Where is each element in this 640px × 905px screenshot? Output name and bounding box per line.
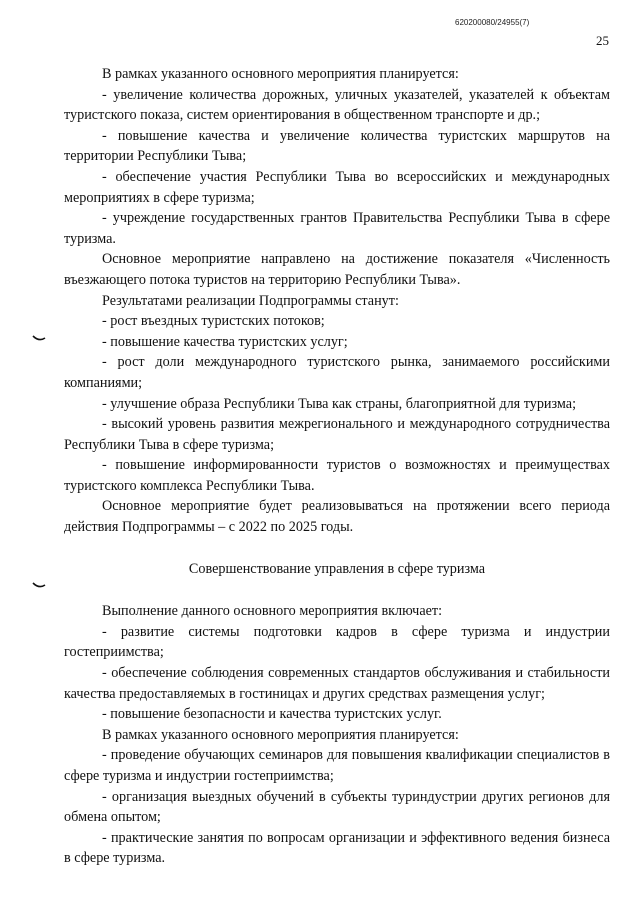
paragraph: - повышение качества туристских услуг; [102,333,348,350]
section-heading: Совершенствование управления в сфере туризма [188,560,486,577]
document-id: 620200080/24955(7) [455,18,530,27]
paragraph: - проведение обучающих семинаров для повышения квалификации специалистов в сфере туризма и индустрии гостеприимства; [64,747,610,784]
paragraph: Выполнение данного основного мероприятия включает: [102,603,443,620]
paragraph: - организация выездных обучений в субъекты туриндустрии других регионов для обмена опытом; [64,788,610,826]
binding-hole-mark-upper [32,335,46,342]
paragraph: Основное мероприятие будет реализовываться на протяжении всего периода действия Подпрограммы – с 2022 по 2025 годы. [64,498,610,536]
paragraph: - улучшение образа Республики Тыва как страны, благоприятной для туризма; [102,395,577,412]
paragraph: В рамках указанного основного мероприятия планируется: [102,66,459,82]
paragraph: - повышение качества и увеличение количества туристских маршрутов на территории Республики Тыва; [64,127,610,165]
paragraph: - обеспечение соблюдения современных стандартов обслуживания и стабильности качества предоставляемых в гостиницах и других средствах размещения услуг; [64,665,610,702]
paragraph: - рост доли международного туристского рынка, занимаемого российскими компаниями; [64,354,610,391]
paragraph: Результатами реализации Подпрограммы станут: [102,292,399,309]
paragraph: Основное мероприятие направлено на достижение показателя «Численность въезжающего потока туристов на территорию Республики Тыва». [64,251,610,288]
paragraph: - учреждение государственных грантов Правительства Республики Тыва в сфере туризма. [64,210,610,247]
paragraph: - высокий уровень развития межрегионального и международного сотрудничества Республики Тыва в сфере туризма; [64,416,610,453]
paragraph: - рост въездных туристских потоков; [102,313,325,330]
paragraph: - развитие системы подготовки кадров в сфере туризма и индустрии гостеприимства; [64,623,610,661]
paragraph: - увеличение количества дорожных, уличных указателей, указателей к объектам туристского показа, систем ориентирования в общественном транспорте и др.; [64,86,610,124]
document-body [64,64,610,869]
binding-hole-mark-lower [32,582,46,589]
page-number: 25 [596,33,609,48]
paragraph: - обеспечение участия Республики Тыва во всероссийских и международных мероприятиях в сфере туризма; [64,168,610,206]
paragraph: - повышение безопасности и качества туристских услуг. [102,706,442,723]
paragraph: - повышение информированности туристов о возможностях и преимуществах туристского комплекса Республики Тыва. [64,457,610,494]
paragraph: - практические занятия по вопросам организации и эффективного ведения бизнеса в сфере туризма. [64,829,610,867]
paragraph: В рамках указанного основного мероприятия планируется: [102,726,459,743]
